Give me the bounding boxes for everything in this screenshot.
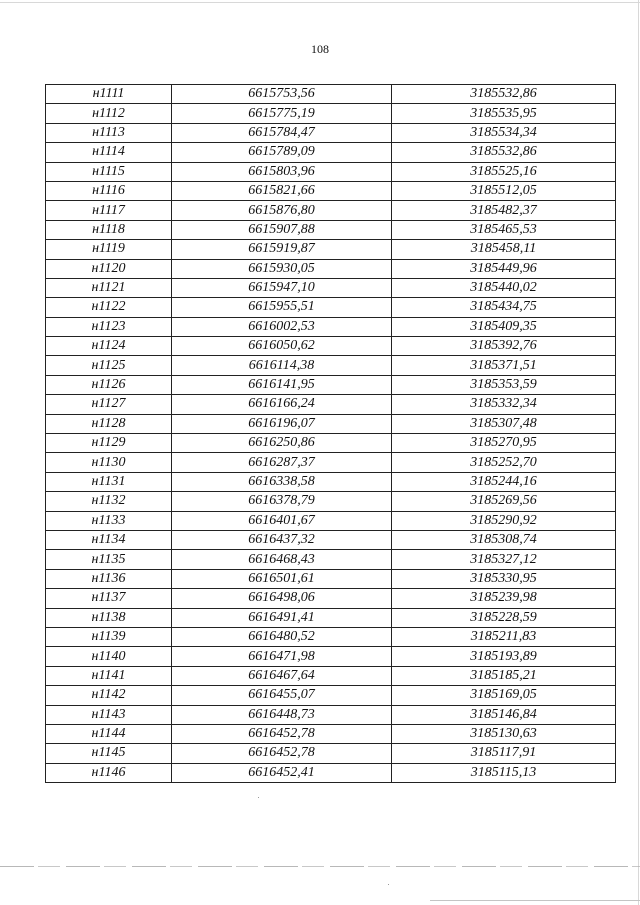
table-row <box>46 744 616 763</box>
y-coordinate-cell: 3185307,48 <box>392 414 616 433</box>
table-row <box>46 395 616 414</box>
y-coordinate-cell: 3185449,96 <box>392 259 616 278</box>
point-id-cell: н1122 <box>46 298 172 317</box>
point-id-cell: н1146 <box>46 763 172 782</box>
y-coordinate-cell: 3185458,11 <box>392 240 616 259</box>
point-id-cell: н1116 <box>46 181 172 200</box>
point-id-cell: н1117 <box>46 201 172 220</box>
y-coordinate-cell: 3185330,95 <box>392 569 616 588</box>
table-row <box>46 123 616 142</box>
y-coordinate-cell: 3185532,86 <box>392 85 616 104</box>
table-row <box>46 453 616 472</box>
y-coordinate-cell: 3185440,02 <box>392 278 616 297</box>
table-row <box>46 298 616 317</box>
point-id-cell: н1130 <box>46 453 172 472</box>
table-row <box>46 724 616 743</box>
y-coordinate-cell: 3185482,37 <box>392 201 616 220</box>
coordinates-table <box>45 84 616 783</box>
table-row <box>46 104 616 123</box>
x-coordinate-cell: 6615775,19 <box>172 104 392 123</box>
scan-artifact-line-bottom <box>430 900 640 901</box>
table-row <box>46 181 616 200</box>
table-row <box>46 278 616 297</box>
y-coordinate-cell: 3185115,13 <box>392 763 616 782</box>
table-row <box>46 240 616 259</box>
y-coordinate-cell: 3185290,92 <box>392 511 616 530</box>
scan-speck <box>258 797 259 798</box>
x-coordinate-cell: 6616491,41 <box>172 608 392 627</box>
x-coordinate-cell: 6616002,53 <box>172 317 392 336</box>
x-coordinate-cell: 6615789,09 <box>172 143 392 162</box>
table-row <box>46 705 616 724</box>
y-coordinate-cell: 3185525,16 <box>392 162 616 181</box>
table-row <box>46 414 616 433</box>
y-coordinate-cell: 3185228,59 <box>392 608 616 627</box>
y-coordinate-cell: 3185308,74 <box>392 530 616 549</box>
scan-speck <box>388 884 389 885</box>
x-coordinate-cell: 6616250,86 <box>172 434 392 453</box>
table-row <box>46 143 616 162</box>
y-coordinate-cell: 3185185,21 <box>392 666 616 685</box>
x-coordinate-cell: 6615803,96 <box>172 162 392 181</box>
x-coordinate-cell: 6616452,41 <box>172 763 392 782</box>
table-row <box>46 259 616 278</box>
point-id-cell: н1131 <box>46 472 172 491</box>
point-id-cell: н1112 <box>46 104 172 123</box>
x-coordinate-cell: 6616498,06 <box>172 589 392 608</box>
x-coordinate-cell: 6615919,87 <box>172 240 392 259</box>
point-id-cell: н1138 <box>46 608 172 627</box>
point-id-cell: н1123 <box>46 317 172 336</box>
y-coordinate-cell: 3185512,05 <box>392 181 616 200</box>
table-row <box>46 608 616 627</box>
x-coordinate-cell: 6616378,79 <box>172 492 392 511</box>
y-coordinate-cell: 3185146,84 <box>392 705 616 724</box>
point-id-cell: н1127 <box>46 395 172 414</box>
table-row <box>46 317 616 336</box>
point-id-cell: н1141 <box>46 666 172 685</box>
point-id-cell: н1137 <box>46 589 172 608</box>
x-coordinate-cell: 6615907,88 <box>172 220 392 239</box>
page-number: 108 <box>311 42 329 56</box>
table-row <box>46 763 616 782</box>
table-row <box>46 375 616 394</box>
point-id-cell: н1136 <box>46 569 172 588</box>
x-coordinate-cell: 6616480,52 <box>172 627 392 646</box>
table-row <box>46 201 616 220</box>
y-coordinate-cell: 3185332,34 <box>392 395 616 414</box>
x-coordinate-cell: 6616401,67 <box>172 511 392 530</box>
x-coordinate-cell: 6616452,78 <box>172 744 392 763</box>
y-coordinate-cell: 3185409,35 <box>392 317 616 336</box>
point-id-cell: н1121 <box>46 278 172 297</box>
x-coordinate-cell: 6616455,07 <box>172 686 392 705</box>
page-edge-right <box>638 0 639 905</box>
x-coordinate-cell: 6615955,51 <box>172 298 392 317</box>
table-row <box>46 434 616 453</box>
table-row <box>46 85 616 104</box>
point-id-cell: н1140 <box>46 647 172 666</box>
y-coordinate-cell: 3185269,56 <box>392 492 616 511</box>
y-coordinate-cell: 3185392,76 <box>392 337 616 356</box>
x-coordinate-cell: 6616338,58 <box>172 472 392 491</box>
y-coordinate-cell: 3185353,59 <box>392 375 616 394</box>
x-coordinate-cell: 6615947,10 <box>172 278 392 297</box>
page-edge-top <box>0 2 640 3</box>
x-coordinate-cell: 6615930,05 <box>172 259 392 278</box>
table-row <box>46 162 616 181</box>
x-coordinate-cell: 6616468,43 <box>172 550 392 569</box>
table-row <box>46 530 616 549</box>
point-id-cell: н1124 <box>46 337 172 356</box>
table-row <box>46 472 616 491</box>
y-coordinate-cell: 3185169,05 <box>392 686 616 705</box>
table-row <box>46 492 616 511</box>
y-coordinate-cell: 3185211,83 <box>392 627 616 646</box>
x-coordinate-cell: 6616114,38 <box>172 356 392 375</box>
y-coordinate-cell: 3185535,95 <box>392 104 616 123</box>
table-row <box>46 647 616 666</box>
table-row <box>46 550 616 569</box>
y-coordinate-cell: 3185117,91 <box>392 744 616 763</box>
x-coordinate-cell: 6616050,62 <box>172 337 392 356</box>
point-id-cell: н1115 <box>46 162 172 181</box>
x-coordinate-cell: 6615821,66 <box>172 181 392 200</box>
point-id-cell: н1125 <box>46 356 172 375</box>
table-row <box>46 569 616 588</box>
point-id-cell: н1129 <box>46 434 172 453</box>
x-coordinate-cell: 6616166,24 <box>172 395 392 414</box>
x-coordinate-cell: 6615753,56 <box>172 85 392 104</box>
y-coordinate-cell: 3185239,98 <box>392 589 616 608</box>
table-row <box>46 627 616 646</box>
table-row <box>46 686 616 705</box>
x-coordinate-cell: 6615876,80 <box>172 201 392 220</box>
point-id-cell: н1145 <box>46 744 172 763</box>
table-row <box>46 511 616 530</box>
x-coordinate-cell: 6616467,64 <box>172 666 392 685</box>
y-coordinate-cell: 3185244,16 <box>392 472 616 491</box>
y-coordinate-cell: 3185130,63 <box>392 724 616 743</box>
point-id-cell: н1126 <box>46 375 172 394</box>
y-coordinate-cell: 3185465,53 <box>392 220 616 239</box>
x-coordinate-cell: 6616287,37 <box>172 453 392 472</box>
y-coordinate-cell: 3185371,51 <box>392 356 616 375</box>
x-coordinate-cell: 6615784,47 <box>172 123 392 142</box>
point-id-cell: н1114 <box>46 143 172 162</box>
point-id-cell: н1128 <box>46 414 172 433</box>
y-coordinate-cell: 3185252,70 <box>392 453 616 472</box>
table-row <box>46 589 616 608</box>
point-id-cell: н1139 <box>46 627 172 646</box>
point-id-cell: н1143 <box>46 705 172 724</box>
x-coordinate-cell: 6616452,78 <box>172 724 392 743</box>
point-id-cell: н1111 <box>46 85 172 104</box>
point-id-cell: н1133 <box>46 511 172 530</box>
y-coordinate-cell: 3185193,89 <box>392 647 616 666</box>
x-coordinate-cell: 6616471,98 <box>172 647 392 666</box>
point-id-cell: н1113 <box>46 123 172 142</box>
scan-artifact-line <box>0 866 640 867</box>
point-id-cell: н1142 <box>46 686 172 705</box>
y-coordinate-cell: 3185434,75 <box>392 298 616 317</box>
y-coordinate-cell: 3185534,34 <box>392 123 616 142</box>
x-coordinate-cell: 6616141,95 <box>172 375 392 394</box>
point-id-cell: н1118 <box>46 220 172 239</box>
x-coordinate-cell: 6616437,32 <box>172 530 392 549</box>
x-coordinate-cell: 6616196,07 <box>172 414 392 433</box>
x-coordinate-cell: 6616448,73 <box>172 705 392 724</box>
y-coordinate-cell: 3185270,95 <box>392 434 616 453</box>
point-id-cell: н1144 <box>46 724 172 743</box>
y-coordinate-cell: 3185327,12 <box>392 550 616 569</box>
x-coordinate-cell: 6616501,61 <box>172 569 392 588</box>
point-id-cell: н1134 <box>46 530 172 549</box>
table-row <box>46 666 616 685</box>
table-row <box>46 220 616 239</box>
table-row <box>46 337 616 356</box>
y-coordinate-cell: 3185532,86 <box>392 143 616 162</box>
table-row <box>46 356 616 375</box>
coordinates-table-body <box>46 85 616 783</box>
point-id-cell: н1132 <box>46 492 172 511</box>
point-id-cell: н1119 <box>46 240 172 259</box>
point-id-cell: н1120 <box>46 259 172 278</box>
point-id-cell: н1135 <box>46 550 172 569</box>
